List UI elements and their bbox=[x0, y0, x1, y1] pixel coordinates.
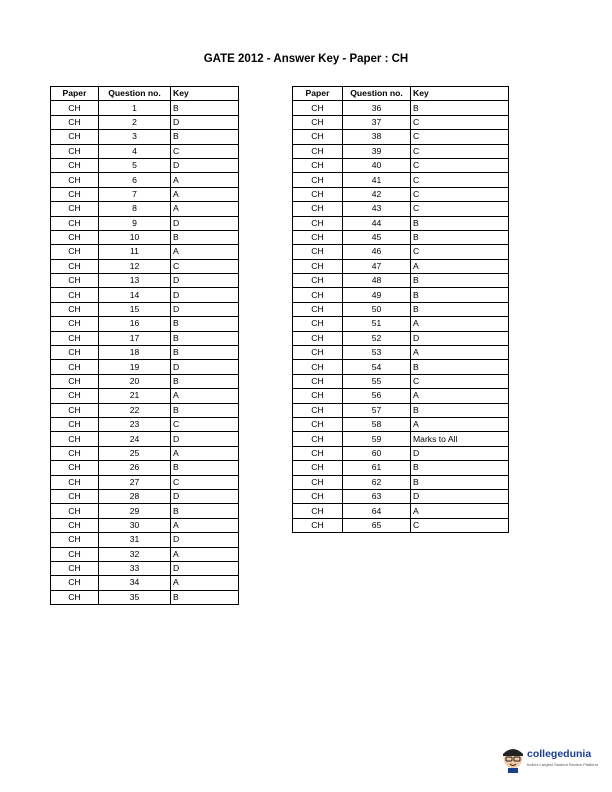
table-row bbox=[293, 259, 509, 273]
key-cell: A bbox=[411, 504, 509, 518]
question-number-cell: 50 bbox=[343, 302, 411, 316]
question-number-cell: 29 bbox=[99, 504, 171, 518]
table-row bbox=[293, 489, 509, 503]
key-cell: A bbox=[171, 576, 239, 590]
key-cell: A bbox=[411, 346, 509, 360]
table-row bbox=[293, 187, 509, 201]
question-number-cell: 53 bbox=[343, 346, 411, 360]
table-row bbox=[51, 475, 239, 489]
question-number-cell: 31 bbox=[99, 533, 171, 547]
question-number-cell: 5 bbox=[99, 158, 171, 172]
key-cell: C bbox=[171, 259, 239, 273]
table-row bbox=[51, 576, 239, 590]
table-row bbox=[51, 288, 239, 302]
key-cell: B bbox=[171, 461, 239, 475]
key-cell: A bbox=[411, 259, 509, 273]
key-cell: B bbox=[171, 590, 239, 604]
key-cell: B bbox=[171, 346, 239, 360]
question-number-cell: 8 bbox=[99, 202, 171, 216]
paper-cell: CH bbox=[51, 317, 99, 331]
table-row bbox=[51, 403, 239, 417]
question-number-cell: 23 bbox=[99, 417, 171, 431]
table-row bbox=[293, 115, 509, 129]
question-number-cell: 40 bbox=[343, 158, 411, 172]
table-row bbox=[51, 101, 239, 115]
key-cell: B bbox=[411, 475, 509, 489]
table-row bbox=[293, 144, 509, 158]
paper-cell: CH bbox=[51, 417, 99, 431]
key-cell: D bbox=[171, 561, 239, 575]
answer-key-table-left bbox=[50, 86, 239, 605]
paper-cell: CH bbox=[293, 518, 343, 532]
table-row bbox=[51, 216, 239, 230]
paper-cell: CH bbox=[293, 489, 343, 503]
paper-cell: CH bbox=[293, 432, 343, 446]
key-cell: B bbox=[171, 317, 239, 331]
paper-cell: CH bbox=[51, 504, 99, 518]
paper-cell: CH bbox=[293, 374, 343, 388]
question-number-cell: 16 bbox=[99, 317, 171, 331]
key-cell: B bbox=[411, 288, 509, 302]
question-number-cell: 43 bbox=[343, 202, 411, 216]
question-number-cell: 47 bbox=[343, 259, 411, 273]
table-row bbox=[51, 489, 239, 503]
paper-cell: CH bbox=[51, 461, 99, 475]
table-row bbox=[51, 158, 239, 172]
header-key: Key bbox=[171, 87, 239, 101]
table-row bbox=[51, 561, 239, 575]
paper-cell: CH bbox=[293, 115, 343, 129]
paper-cell: CH bbox=[293, 403, 343, 417]
question-number-cell: 52 bbox=[343, 331, 411, 345]
header-key: Key bbox=[411, 87, 509, 101]
question-number-cell: 65 bbox=[343, 518, 411, 532]
key-cell: D bbox=[171, 432, 239, 446]
key-cell: D bbox=[171, 489, 239, 503]
paper-cell: CH bbox=[293, 446, 343, 460]
paper-cell: CH bbox=[293, 461, 343, 475]
key-cell: C bbox=[411, 130, 509, 144]
key-cell: A bbox=[171, 202, 239, 216]
table-row bbox=[293, 475, 509, 489]
table-row bbox=[293, 432, 509, 446]
table-row bbox=[293, 389, 509, 403]
paper-cell: CH bbox=[51, 274, 99, 288]
header-paper: Paper bbox=[51, 87, 99, 101]
question-number-cell: 58 bbox=[343, 417, 411, 431]
question-number-cell: 46 bbox=[343, 245, 411, 259]
key-cell: C bbox=[171, 417, 239, 431]
key-cell: A bbox=[171, 547, 239, 561]
table-row bbox=[293, 302, 509, 316]
key-cell: A bbox=[171, 245, 239, 259]
key-cell: D bbox=[171, 274, 239, 288]
paper-cell: CH bbox=[51, 446, 99, 460]
table-row bbox=[293, 216, 509, 230]
paper-cell: CH bbox=[51, 518, 99, 532]
key-cell: C bbox=[411, 374, 509, 388]
paper-cell: CH bbox=[51, 576, 99, 590]
key-cell: B bbox=[171, 504, 239, 518]
key-cell: D bbox=[171, 360, 239, 374]
question-number-cell: 51 bbox=[343, 317, 411, 331]
question-number-cell: 12 bbox=[99, 259, 171, 273]
key-cell: B bbox=[411, 216, 509, 230]
table-row bbox=[293, 245, 509, 259]
paper-cell: CH bbox=[51, 245, 99, 259]
table-row bbox=[293, 274, 509, 288]
question-number-cell: 3 bbox=[99, 130, 171, 144]
table-row bbox=[51, 245, 239, 259]
table-row bbox=[293, 317, 509, 331]
table-row bbox=[51, 173, 239, 187]
paper-cell: CH bbox=[293, 230, 343, 244]
paper-cell: CH bbox=[51, 547, 99, 561]
paper-cell: CH bbox=[51, 489, 99, 503]
table-row bbox=[293, 461, 509, 475]
table-row bbox=[293, 374, 509, 388]
paper-cell: CH bbox=[293, 173, 343, 187]
paper-cell: CH bbox=[51, 331, 99, 345]
table-row bbox=[293, 101, 509, 115]
question-number-cell: 14 bbox=[99, 288, 171, 302]
key-cell: D bbox=[411, 331, 509, 345]
key-cell: A bbox=[171, 518, 239, 532]
paper-cell: CH bbox=[51, 403, 99, 417]
collegedunia-logo bbox=[500, 742, 604, 776]
table-row bbox=[293, 360, 509, 374]
question-number-cell: 33 bbox=[99, 561, 171, 575]
table-row bbox=[293, 158, 509, 172]
table-row bbox=[51, 115, 239, 129]
key-cell: D bbox=[171, 216, 239, 230]
table-row bbox=[293, 288, 509, 302]
key-cell: A bbox=[171, 187, 239, 201]
key-cell: A bbox=[171, 446, 239, 460]
paper-cell: CH bbox=[293, 360, 343, 374]
question-number-cell: 54 bbox=[343, 360, 411, 374]
table-row bbox=[51, 518, 239, 532]
paper-cell: CH bbox=[293, 417, 343, 431]
paper-cell: CH bbox=[293, 130, 343, 144]
question-number-cell: 36 bbox=[343, 101, 411, 115]
question-number-cell: 42 bbox=[343, 187, 411, 201]
paper-cell: CH bbox=[51, 144, 99, 158]
key-cell: B bbox=[171, 403, 239, 417]
table-row bbox=[293, 130, 509, 144]
paper-cell: CH bbox=[293, 504, 343, 518]
logo-wordmark: collegedunia bbox=[527, 748, 592, 760]
table-row bbox=[51, 144, 239, 158]
question-number-cell: 49 bbox=[343, 288, 411, 302]
paper-cell: CH bbox=[293, 259, 343, 273]
table-row bbox=[51, 547, 239, 561]
key-cell: B bbox=[171, 331, 239, 345]
paper-cell: CH bbox=[51, 101, 99, 115]
table-row bbox=[51, 374, 239, 388]
table-row bbox=[51, 533, 239, 547]
key-cell: C bbox=[171, 475, 239, 489]
paper-cell: CH bbox=[293, 158, 343, 172]
question-number-cell: 26 bbox=[99, 461, 171, 475]
key-cell: B bbox=[411, 101, 509, 115]
question-number-cell: 30 bbox=[99, 518, 171, 532]
question-number-cell: 24 bbox=[99, 432, 171, 446]
question-number-cell: 62 bbox=[343, 475, 411, 489]
key-cell: B bbox=[411, 302, 509, 316]
question-number-cell: 44 bbox=[343, 216, 411, 230]
key-cell: D bbox=[171, 288, 239, 302]
paper-cell: CH bbox=[51, 590, 99, 604]
key-cell: C bbox=[171, 144, 239, 158]
paper-cell: CH bbox=[51, 130, 99, 144]
paper-cell: CH bbox=[51, 173, 99, 187]
key-cell: B bbox=[171, 130, 239, 144]
paper-cell: CH bbox=[293, 101, 343, 115]
question-number-cell: 59 bbox=[343, 432, 411, 446]
key-cell: D bbox=[171, 158, 239, 172]
question-number-cell: 64 bbox=[343, 504, 411, 518]
table-row bbox=[51, 274, 239, 288]
table-row bbox=[51, 302, 239, 316]
paper-cell: CH bbox=[293, 346, 343, 360]
key-cell: Marks to All bbox=[411, 432, 509, 446]
key-cell: B bbox=[171, 230, 239, 244]
question-number-cell: 35 bbox=[99, 590, 171, 604]
question-number-cell: 9 bbox=[99, 216, 171, 230]
question-number-cell: 41 bbox=[343, 173, 411, 187]
key-cell: A bbox=[411, 417, 509, 431]
header-paper: Paper bbox=[293, 87, 343, 101]
paper-cell: CH bbox=[293, 274, 343, 288]
question-number-cell: 11 bbox=[99, 245, 171, 259]
paper-cell: CH bbox=[51, 115, 99, 129]
paper-cell: CH bbox=[293, 216, 343, 230]
paper-cell: CH bbox=[293, 144, 343, 158]
table-row bbox=[293, 173, 509, 187]
key-cell: C bbox=[411, 158, 509, 172]
paper-cell: CH bbox=[293, 331, 343, 345]
table-row bbox=[51, 590, 239, 604]
paper-cell: CH bbox=[51, 288, 99, 302]
key-cell: A bbox=[411, 389, 509, 403]
question-number-cell: 4 bbox=[99, 144, 171, 158]
paper-cell: CH bbox=[51, 475, 99, 489]
key-cell: A bbox=[171, 173, 239, 187]
key-cell: B bbox=[171, 101, 239, 115]
key-cell: B bbox=[411, 360, 509, 374]
table-row bbox=[51, 446, 239, 460]
table-row bbox=[293, 417, 509, 431]
question-number-cell: 7 bbox=[99, 187, 171, 201]
table-row bbox=[293, 446, 509, 460]
paper-cell: CH bbox=[51, 346, 99, 360]
key-cell: C bbox=[411, 202, 509, 216]
table-header-row bbox=[51, 87, 239, 101]
table-row bbox=[293, 202, 509, 216]
paper-cell: CH bbox=[293, 202, 343, 216]
paper-cell: CH bbox=[51, 259, 99, 273]
table-row bbox=[51, 202, 239, 216]
question-number-cell: 61 bbox=[343, 461, 411, 475]
paper-cell: CH bbox=[293, 389, 343, 403]
table-row bbox=[51, 389, 239, 403]
key-cell: A bbox=[411, 317, 509, 331]
paper-cell: CH bbox=[51, 360, 99, 374]
question-number-cell: 21 bbox=[99, 389, 171, 403]
table-row bbox=[293, 230, 509, 244]
answer-key-table-right bbox=[292, 86, 509, 533]
header-question-no: Question no. bbox=[343, 87, 411, 101]
paper-cell: CH bbox=[51, 533, 99, 547]
question-number-cell: 60 bbox=[343, 446, 411, 460]
key-cell: C bbox=[411, 518, 509, 532]
question-number-cell: 55 bbox=[343, 374, 411, 388]
question-number-cell: 10 bbox=[99, 230, 171, 244]
table-row bbox=[51, 331, 239, 345]
question-number-cell: 25 bbox=[99, 446, 171, 460]
paper-cell: CH bbox=[293, 187, 343, 201]
key-cell: D bbox=[171, 115, 239, 129]
paper-cell: CH bbox=[51, 216, 99, 230]
header-question-no: Question no. bbox=[99, 87, 171, 101]
question-number-cell: 22 bbox=[99, 403, 171, 417]
table-row bbox=[51, 504, 239, 518]
question-number-cell: 45 bbox=[343, 230, 411, 244]
key-cell: C bbox=[411, 144, 509, 158]
paper-cell: CH bbox=[293, 245, 343, 259]
question-number-cell: 2 bbox=[99, 115, 171, 129]
key-cell: B bbox=[411, 230, 509, 244]
paper-cell: CH bbox=[293, 475, 343, 489]
question-number-cell: 18 bbox=[99, 346, 171, 360]
question-number-cell: 28 bbox=[99, 489, 171, 503]
paper-cell: CH bbox=[51, 202, 99, 216]
paper-cell: CH bbox=[51, 432, 99, 446]
question-number-cell: 56 bbox=[343, 389, 411, 403]
key-cell: B bbox=[411, 403, 509, 417]
question-number-cell: 17 bbox=[99, 331, 171, 345]
table-row bbox=[51, 230, 239, 244]
question-number-cell: 13 bbox=[99, 274, 171, 288]
paper-cell: CH bbox=[51, 561, 99, 575]
table-row bbox=[51, 432, 239, 446]
question-number-cell: 39 bbox=[343, 144, 411, 158]
question-number-cell: 15 bbox=[99, 302, 171, 316]
table-row bbox=[51, 461, 239, 475]
table-row bbox=[51, 317, 239, 331]
table-header-row bbox=[293, 87, 509, 101]
paper-cell: CH bbox=[51, 302, 99, 316]
table-row bbox=[51, 130, 239, 144]
paper-cell: CH bbox=[51, 389, 99, 403]
table-row bbox=[51, 259, 239, 273]
question-number-cell: 19 bbox=[99, 360, 171, 374]
mascot-icon bbox=[500, 744, 526, 774]
page-title: GATE 2012 - Answer Key - Paper : CH bbox=[203, 53, 409, 65]
table-row bbox=[293, 518, 509, 532]
table-row bbox=[51, 360, 239, 374]
key-cell: C bbox=[411, 173, 509, 187]
key-cell: C bbox=[411, 245, 509, 259]
paper-cell: CH bbox=[51, 158, 99, 172]
question-number-cell: 34 bbox=[99, 576, 171, 590]
key-cell: B bbox=[411, 461, 509, 475]
table-row bbox=[51, 346, 239, 360]
key-cell: D bbox=[411, 489, 509, 503]
question-number-cell: 6 bbox=[99, 173, 171, 187]
table-row bbox=[293, 403, 509, 417]
question-number-cell: 1 bbox=[99, 101, 171, 115]
question-number-cell: 20 bbox=[99, 374, 171, 388]
table-row bbox=[293, 504, 509, 518]
logo-tagline: India's Largest Student Review Platform bbox=[527, 762, 599, 767]
table-row bbox=[51, 187, 239, 201]
paper-cell: CH bbox=[293, 317, 343, 331]
table-row bbox=[293, 346, 509, 360]
paper-cell: CH bbox=[51, 374, 99, 388]
table-row bbox=[293, 331, 509, 345]
question-number-cell: 37 bbox=[343, 115, 411, 129]
table-row bbox=[51, 417, 239, 431]
key-cell: C bbox=[411, 115, 509, 129]
key-cell: B bbox=[411, 274, 509, 288]
key-cell: A bbox=[171, 389, 239, 403]
key-cell: D bbox=[171, 302, 239, 316]
key-cell: D bbox=[411, 446, 509, 460]
question-number-cell: 27 bbox=[99, 475, 171, 489]
question-number-cell: 57 bbox=[343, 403, 411, 417]
question-number-cell: 63 bbox=[343, 489, 411, 503]
question-number-cell: 32 bbox=[99, 547, 171, 561]
paper-cell: CH bbox=[51, 230, 99, 244]
key-cell: C bbox=[411, 187, 509, 201]
key-cell: D bbox=[171, 533, 239, 547]
question-number-cell: 48 bbox=[343, 274, 411, 288]
question-number-cell: 38 bbox=[343, 130, 411, 144]
paper-cell: CH bbox=[293, 302, 343, 316]
paper-cell: CH bbox=[293, 288, 343, 302]
paper-cell: CH bbox=[51, 187, 99, 201]
key-cell: B bbox=[171, 374, 239, 388]
